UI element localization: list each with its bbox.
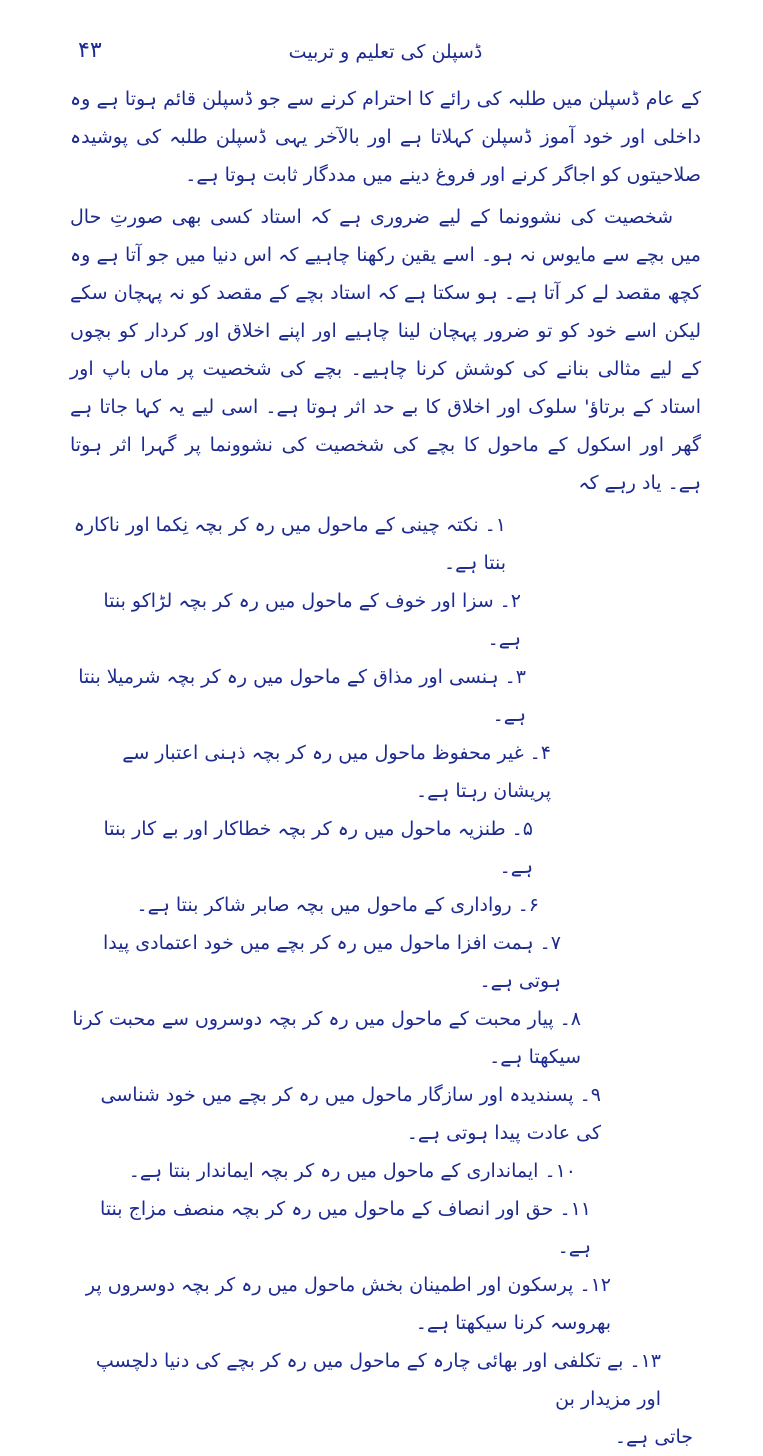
- list-item-text: طنزیہ ماحول میں رہ کر بچہ خطاکار اور بے کار بنتا ہے۔: [103, 818, 533, 878]
- list-item: [70, 1266, 701, 1342]
- list-item: [70, 1000, 701, 1076]
- list-item: [70, 1152, 701, 1190]
- numbered-list: [70, 506, 701, 1456]
- list-item-text: ہنسی اور مذاق کے ماحول میں رہ کر بچہ شرمیلا بنتا ہے۔: [78, 666, 526, 726]
- list-item-text: پیار محبت کے ماحول میں رہ کر بچہ دوسروں سے محبت کرنا سیکھتا ہے۔: [72, 1008, 581, 1068]
- list-item-number: ۶۔: [517, 894, 539, 916]
- page-header: [70, 30, 701, 80]
- list-item-text: ایمانداری کے ماحول میں رہ کر بچہ ایماندار بنتا ہے۔: [128, 1160, 539, 1182]
- list-item-text: ہمت افزا ماحول میں رہ کر بچے میں خود اعتمادی پیدا ہوتی ہے۔: [102, 932, 561, 992]
- running-title: ڈسپلن کی تعلیم و تربیت: [288, 41, 483, 63]
- list-item: [70, 1076, 701, 1152]
- list-item-text: پسندیدہ اور سازگار ماحول میں رہ کر بچے میں خود شناسی کی عادت پیدا ہوتی ہے۔: [100, 1084, 601, 1144]
- list-item: [70, 582, 701, 658]
- list-item: [70, 1342, 701, 1418]
- list-item-number: ۷۔: [539, 932, 561, 954]
- list-item: [70, 886, 701, 924]
- list-item-number: ۱۔: [484, 514, 506, 536]
- list-item-text: نکتہ چینی کے ماحول میں رہ کر بچہ نِکما اور ناکارہ بنتا ہے۔: [73, 514, 506, 574]
- list-item-number: ۱۳۔: [629, 1350, 661, 1372]
- list-item-text: سزا اور خوف کے ماحول میں رہ کر بچہ لڑاکو بنتا ہے۔: [103, 590, 521, 650]
- list-item-text: بے تکلفی اور بھائی چارہ کے ماحول میں رہ کر بچے کی دنیا دلچسپ اور مزیدار بن: [95, 1350, 661, 1410]
- list-item: [70, 810, 701, 886]
- list-item-number: ۸۔: [559, 1008, 581, 1030]
- list-item: [70, 506, 701, 582]
- page-number: ۴۳: [78, 38, 102, 63]
- list-item-continuation: جاتی ہے۔: [614, 1426, 693, 1448]
- list-item-number: ۲۔: [499, 590, 521, 612]
- list-item: [70, 924, 701, 1000]
- list-item-text: پرسکون اور اطمینان بخش ماحول میں رہ کر بچہ دوسروں پر بھروسہ کرنا سیکھتا ہے۔: [85, 1274, 611, 1334]
- paragraph-1: کے عام ڈسپلن میں طلبہ کی رائے کا احترام کرنے سے جو ڈسپلن قائم ہوتا ہے وہ داخلی اور خود آموز ڈسپلن کہلاتا ہے اور بالآخر یہی ڈسپلن طلبہ کی پوشیدہ صلاحیتوں کو اجاگر کرنے اور فروغ دینے میں مددگار ثابت ہوتا ہے۔: [70, 88, 701, 186]
- list-item-number: ۱۰۔: [544, 1160, 576, 1182]
- list-item-text: رواداری کے ماحول میں بچہ صابر شاکر بنتا ہے۔: [136, 894, 512, 916]
- paragraph-2: شخصیت کی نشوونما کے لیے ضروری ہے کہ استاد کسی بھی صورتِ حال میں بچے سے مایوس نہ ہو۔ اسے یقین رکھنا چاہیے کہ اس دنیا میں جو آتا ہے وہ کچھ مقصد لے کر آتا ہے۔ ہو سکتا ہے کہ استاد بچے کے مقصد کو نہ پہچان سکے لیکن اسے خود کو تو ضرور پہچان لینا چاہیے اور اپنے اخلاق اور کردار کو بچوں کے لیے مثالی بنانے کی کوشش کرنا چاہیے۔ بچے کی شخصیت پر ماں باپ اور استاد کے برتاؤ' سلوک اور اخلاق کا بے حد اثر ہوتا ہے۔ اسی لیے یہ کہا جاتا ہے گھر اور اسکول کے ماحول کا بچے کی شخصیت کی نشوونما پر گہرا اثر ہوتا ہے۔ یاد رہے کہ: [70, 206, 701, 494]
- list-item: [70, 1190, 701, 1266]
- list-item: [70, 734, 701, 810]
- list-item-number: ۹۔: [579, 1084, 601, 1106]
- list-item-number: ۱۲۔: [579, 1274, 611, 1296]
- list-item: [70, 658, 701, 734]
- list-item-number: ۳۔: [504, 666, 526, 688]
- list-item-number: ۵۔: [511, 818, 533, 840]
- list-item-text: حق اور انصاف کے ماحول میں رہ کر بچہ منصف مزاج بنتا ہے۔: [100, 1198, 591, 1258]
- list-item-number: ۱۱۔: [559, 1198, 591, 1220]
- list-item-text: غیر محفوظ ماحول میں رہ کر بچہ ذہنی اعتبار سے پریشان رہتا ہے۔: [122, 742, 551, 802]
- list-item-number: ۴۔: [529, 742, 551, 764]
